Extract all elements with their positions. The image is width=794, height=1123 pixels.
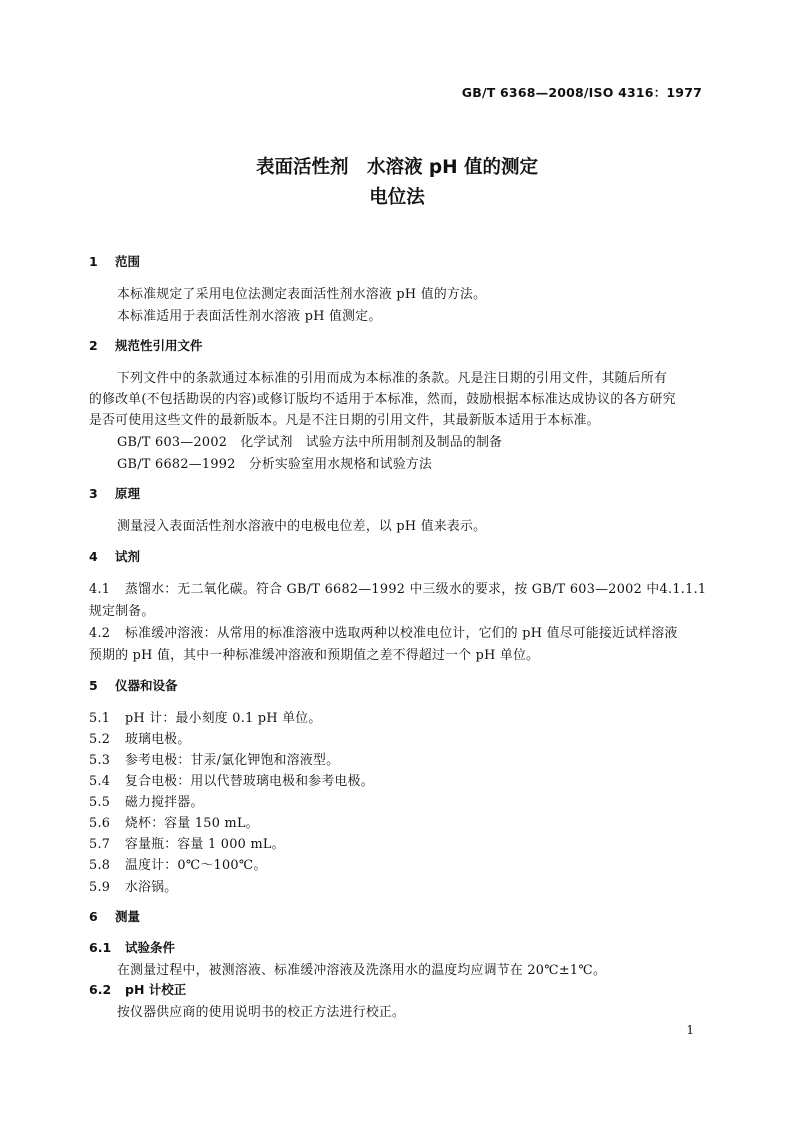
clause-number: 5.4 bbox=[89, 774, 111, 789]
clause-text: 水浴锅。 bbox=[125, 880, 178, 895]
normative-reference: GB/T 603—2002 化学试剂 试验方法中所用制剂及制品的制备 bbox=[117, 435, 503, 450]
clause-text: 磁力搅拌器。 bbox=[125, 795, 204, 810]
clause-number: 5.2 bbox=[89, 732, 111, 747]
section-5-heading bbox=[89, 676, 178, 694]
apparatus-item bbox=[89, 854, 267, 873]
paragraph: 本标准适用于表面活性剂水溶液 pH 值测定。 bbox=[117, 309, 382, 324]
section-6-heading bbox=[89, 907, 140, 925]
section-number: 1 bbox=[89, 254, 98, 269]
subclause-6-1-heading bbox=[89, 938, 175, 956]
document-subtitle: 电位法 bbox=[369, 187, 425, 208]
paragraph: 测量浸入表面活性剂水溶液中的电极电位差，以 pH 值来表示。 bbox=[117, 519, 487, 534]
paragraph-line: 是否可使用这些文件的最新版本。凡是不注日期的引用文件，其最新版本适用于本标准。 bbox=[89, 413, 600, 428]
normative-reference: GB/T 6682—1992 分析实验室用水规格和试验方法 bbox=[117, 457, 433, 472]
section-number: 6 bbox=[89, 909, 98, 924]
section-2-heading bbox=[89, 336, 203, 354]
subclause-title: 试验条件 bbox=[125, 940, 176, 955]
paragraph: 本标准规定了采用电位法测定表面活性剂水溶液 pH 值的方法。 bbox=[117, 287, 487, 302]
apparatus-item bbox=[89, 770, 374, 789]
section-4-heading bbox=[89, 547, 140, 565]
clause-4-1 bbox=[89, 578, 706, 597]
clause-text: 标准缓冲溶液：从常用的标准溶液中选取两种以校准电位计，它们的 pH 值尽可能接近试样溶液 bbox=[125, 626, 678, 641]
clause-text: pH 计：最小刻度 0.1 pH 单位。 bbox=[125, 711, 322, 726]
section-title: 原理 bbox=[115, 486, 141, 501]
clause-number: 6.2 bbox=[89, 982, 112, 997]
standard-code: GB/T 6368—2008/ISO 4316：1977 bbox=[461, 85, 702, 100]
section-title: 试剂 bbox=[115, 549, 141, 564]
clause-text-continued: 预期的 pH 值，其中一种标准缓冲溶液和预期值之差不得超过一个 pH 单位。 bbox=[89, 648, 540, 663]
apparatus-item bbox=[89, 833, 285, 852]
section-1-heading bbox=[89, 252, 140, 270]
clause-number: 4.1 bbox=[89, 582, 111, 597]
clause-text-continued: 规定制备。 bbox=[89, 604, 155, 619]
clause-number: 5.5 bbox=[89, 795, 111, 810]
clause-number: 5.6 bbox=[89, 816, 111, 831]
clause-number: 5.3 bbox=[89, 753, 111, 768]
section-number: 2 bbox=[89, 338, 98, 353]
subclause-6-2-heading bbox=[89, 980, 186, 998]
apparatus-item bbox=[89, 707, 322, 726]
page-number: 1 bbox=[686, 1023, 694, 1037]
apparatus-item bbox=[89, 728, 190, 747]
clause-number: 5.9 bbox=[89, 880, 111, 895]
section-3-heading bbox=[89, 484, 140, 502]
clause-number: 5.8 bbox=[89, 858, 111, 873]
section-number: 4 bbox=[89, 549, 98, 564]
clause-text: 参考电极：甘汞/氯化钾饱和溶液型。 bbox=[125, 753, 340, 768]
paragraph-line: 的修改单(不包括勘误的内容)或修订版均不适用于本标准，然而，鼓励根据本标准达成协议的各方研究 bbox=[89, 392, 676, 407]
apparatus-item bbox=[89, 749, 339, 768]
section-title: 范围 bbox=[115, 254, 141, 269]
paragraph: 在测量过程中，被测溶液、标准缓冲溶液及洗涤用水的温度均应调节在 20℃±1℃。 bbox=[117, 963, 607, 978]
apparatus-item bbox=[89, 876, 177, 895]
section-title: 规范性引用文件 bbox=[115, 338, 203, 353]
clause-text: 烧杯：容量 150 mL。 bbox=[125, 816, 259, 831]
section-title: 测量 bbox=[115, 909, 141, 924]
paragraph-line: 下列文件中的条款通过本标准的引用而成为本标准的条款。凡是注日期的引用文件，其随后所有 bbox=[117, 371, 668, 386]
clause-number: 6.1 bbox=[89, 940, 112, 955]
clause-text: 蒸馏水：无二氧化碳。符合 GB/T 6682—1992 中三级水的要求，按 GB/T 603—2002 中4.1.1.1 bbox=[125, 582, 707, 597]
clause-number: 5.7 bbox=[89, 837, 111, 852]
apparatus-item bbox=[89, 812, 259, 831]
clause-number: 5.1 bbox=[89, 711, 111, 726]
paragraph: 按仪器供应商的使用说明书的校正方法进行校正。 bbox=[117, 1005, 406, 1020]
document-title: 表面活性剂 水溶液 pH 值的测定 bbox=[255, 157, 539, 178]
section-number: 5 bbox=[89, 678, 98, 693]
section-number: 3 bbox=[89, 486, 98, 501]
clause-text: 复合电极：用以代替玻璃电极和参考电极。 bbox=[125, 774, 374, 789]
clause-text: 温度计：0℃～100℃。 bbox=[125, 858, 267, 873]
clause-text: 玻璃电极。 bbox=[125, 732, 191, 747]
subclause-title: pH 计校正 bbox=[125, 982, 187, 997]
apparatus-item bbox=[89, 791, 204, 810]
clause-4-2 bbox=[89, 622, 678, 641]
clause-number: 4.2 bbox=[89, 626, 111, 641]
clause-text: 容量瓶：容量 1 000 mL。 bbox=[125, 837, 285, 852]
section-title: 仪器和设备 bbox=[115, 678, 178, 693]
